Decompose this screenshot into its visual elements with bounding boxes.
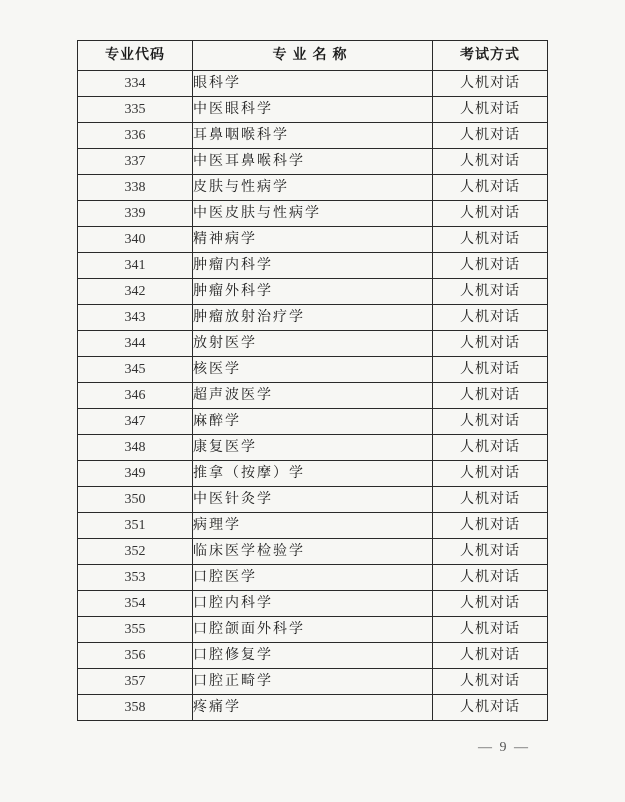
table-row bbox=[78, 279, 548, 305]
table-row bbox=[78, 435, 548, 461]
name-cell: 皮肤与性病学 bbox=[193, 175, 433, 201]
method-cell: 人机对话 bbox=[433, 461, 548, 487]
header-name: 专业名称 bbox=[193, 41, 433, 71]
code-cell: 344 bbox=[78, 331, 193, 357]
method-cell: 人机对话 bbox=[433, 305, 548, 331]
table-row bbox=[78, 175, 548, 201]
code-cell: 352 bbox=[78, 539, 193, 565]
name-cell: 口腔颌面外科学 bbox=[193, 617, 433, 643]
name-cell: 超声波医学 bbox=[193, 383, 433, 409]
name-cell: 肿瘤内科学 bbox=[193, 253, 433, 279]
table-header bbox=[78, 41, 548, 71]
name-cell: 中医针灸学 bbox=[193, 487, 433, 513]
code-cell: 351 bbox=[78, 513, 193, 539]
name-cell: 耳鼻咽喉科学 bbox=[193, 123, 433, 149]
method-cell: 人机对话 bbox=[433, 331, 548, 357]
code-cell: 345 bbox=[78, 357, 193, 383]
code-cell: 343 bbox=[78, 305, 193, 331]
page-number: — 9 — bbox=[478, 740, 530, 755]
method-cell: 人机对话 bbox=[433, 227, 548, 253]
table-row bbox=[78, 513, 548, 539]
name-cell: 中医皮肤与性病学 bbox=[193, 201, 433, 227]
method-cell: 人机对话 bbox=[433, 539, 548, 565]
code-cell: 340 bbox=[78, 227, 193, 253]
header-row bbox=[78, 41, 548, 71]
code-cell: 356 bbox=[78, 643, 193, 669]
method-cell: 人机对话 bbox=[433, 383, 548, 409]
code-cell: 334 bbox=[78, 71, 193, 97]
method-cell: 人机对话 bbox=[433, 71, 548, 97]
method-cell: 人机对话 bbox=[433, 279, 548, 305]
table-row bbox=[78, 409, 548, 435]
method-cell: 人机对话 bbox=[433, 643, 548, 669]
name-cell: 精神病学 bbox=[193, 227, 433, 253]
method-cell: 人机对话 bbox=[433, 617, 548, 643]
name-cell: 康复医学 bbox=[193, 435, 433, 461]
name-cell: 口腔正畸学 bbox=[193, 669, 433, 695]
name-cell: 推拿（按摩）学 bbox=[193, 461, 433, 487]
code-cell: 357 bbox=[78, 669, 193, 695]
name-cell: 放射医学 bbox=[193, 331, 433, 357]
table-row bbox=[78, 643, 548, 669]
table-body bbox=[78, 71, 548, 721]
table-row bbox=[78, 487, 548, 513]
method-cell: 人机对话 bbox=[433, 97, 548, 123]
table-row bbox=[78, 71, 548, 97]
table-row bbox=[78, 227, 548, 253]
name-cell: 疼痛学 bbox=[193, 695, 433, 721]
table-row bbox=[78, 591, 548, 617]
method-cell: 人机对话 bbox=[433, 565, 548, 591]
code-cell: 336 bbox=[78, 123, 193, 149]
method-cell: 人机对话 bbox=[433, 149, 548, 175]
table-row bbox=[78, 461, 548, 487]
method-cell: 人机对话 bbox=[433, 669, 548, 695]
table-row bbox=[78, 383, 548, 409]
name-cell: 眼科学 bbox=[193, 71, 433, 97]
method-cell: 人机对话 bbox=[433, 487, 548, 513]
method-cell: 人机对话 bbox=[433, 201, 548, 227]
code-cell: 348 bbox=[78, 435, 193, 461]
code-cell: 337 bbox=[78, 149, 193, 175]
table-row bbox=[78, 565, 548, 591]
table-row bbox=[78, 253, 548, 279]
code-cell: 339 bbox=[78, 201, 193, 227]
table-row bbox=[78, 149, 548, 175]
code-cell: 350 bbox=[78, 487, 193, 513]
method-cell: 人机对话 bbox=[433, 513, 548, 539]
name-cell: 肿瘤外科学 bbox=[193, 279, 433, 305]
code-cell: 346 bbox=[78, 383, 193, 409]
table-row bbox=[78, 617, 548, 643]
method-cell: 人机对话 bbox=[433, 175, 548, 201]
table-row bbox=[78, 669, 548, 695]
code-cell: 354 bbox=[78, 591, 193, 617]
table-row bbox=[78, 123, 548, 149]
table-row bbox=[78, 305, 548, 331]
code-cell: 358 bbox=[78, 695, 193, 721]
code-cell: 353 bbox=[78, 565, 193, 591]
method-cell: 人机对话 bbox=[433, 409, 548, 435]
table-row bbox=[78, 97, 548, 123]
table-row bbox=[78, 357, 548, 383]
code-cell: 341 bbox=[78, 253, 193, 279]
method-cell: 人机对话 bbox=[433, 695, 548, 721]
method-cell: 人机对话 bbox=[433, 357, 548, 383]
majors-table bbox=[77, 40, 548, 721]
table-row bbox=[78, 331, 548, 357]
method-cell: 人机对话 bbox=[433, 435, 548, 461]
code-cell: 349 bbox=[78, 461, 193, 487]
name-cell: 口腔医学 bbox=[193, 565, 433, 591]
name-cell: 临床医学检验学 bbox=[193, 539, 433, 565]
table-row bbox=[78, 695, 548, 721]
code-cell: 335 bbox=[78, 97, 193, 123]
code-cell: 347 bbox=[78, 409, 193, 435]
table-row bbox=[78, 201, 548, 227]
name-cell: 麻醉学 bbox=[193, 409, 433, 435]
table-row bbox=[78, 539, 548, 565]
code-cell: 355 bbox=[78, 617, 193, 643]
name-cell: 口腔内科学 bbox=[193, 591, 433, 617]
name-cell: 口腔修复学 bbox=[193, 643, 433, 669]
name-cell: 中医眼科学 bbox=[193, 97, 433, 123]
name-cell: 肿瘤放射治疗学 bbox=[193, 305, 433, 331]
method-cell: 人机对话 bbox=[433, 253, 548, 279]
method-cell: 人机对话 bbox=[433, 591, 548, 617]
name-cell: 病理学 bbox=[193, 513, 433, 539]
method-cell: 人机对话 bbox=[433, 123, 548, 149]
code-cell: 342 bbox=[78, 279, 193, 305]
code-cell: 338 bbox=[78, 175, 193, 201]
name-cell: 核医学 bbox=[193, 357, 433, 383]
header-code: 专业代码 bbox=[78, 41, 193, 71]
header-method: 考试方式 bbox=[433, 41, 548, 71]
name-cell: 中医耳鼻喉科学 bbox=[193, 149, 433, 175]
